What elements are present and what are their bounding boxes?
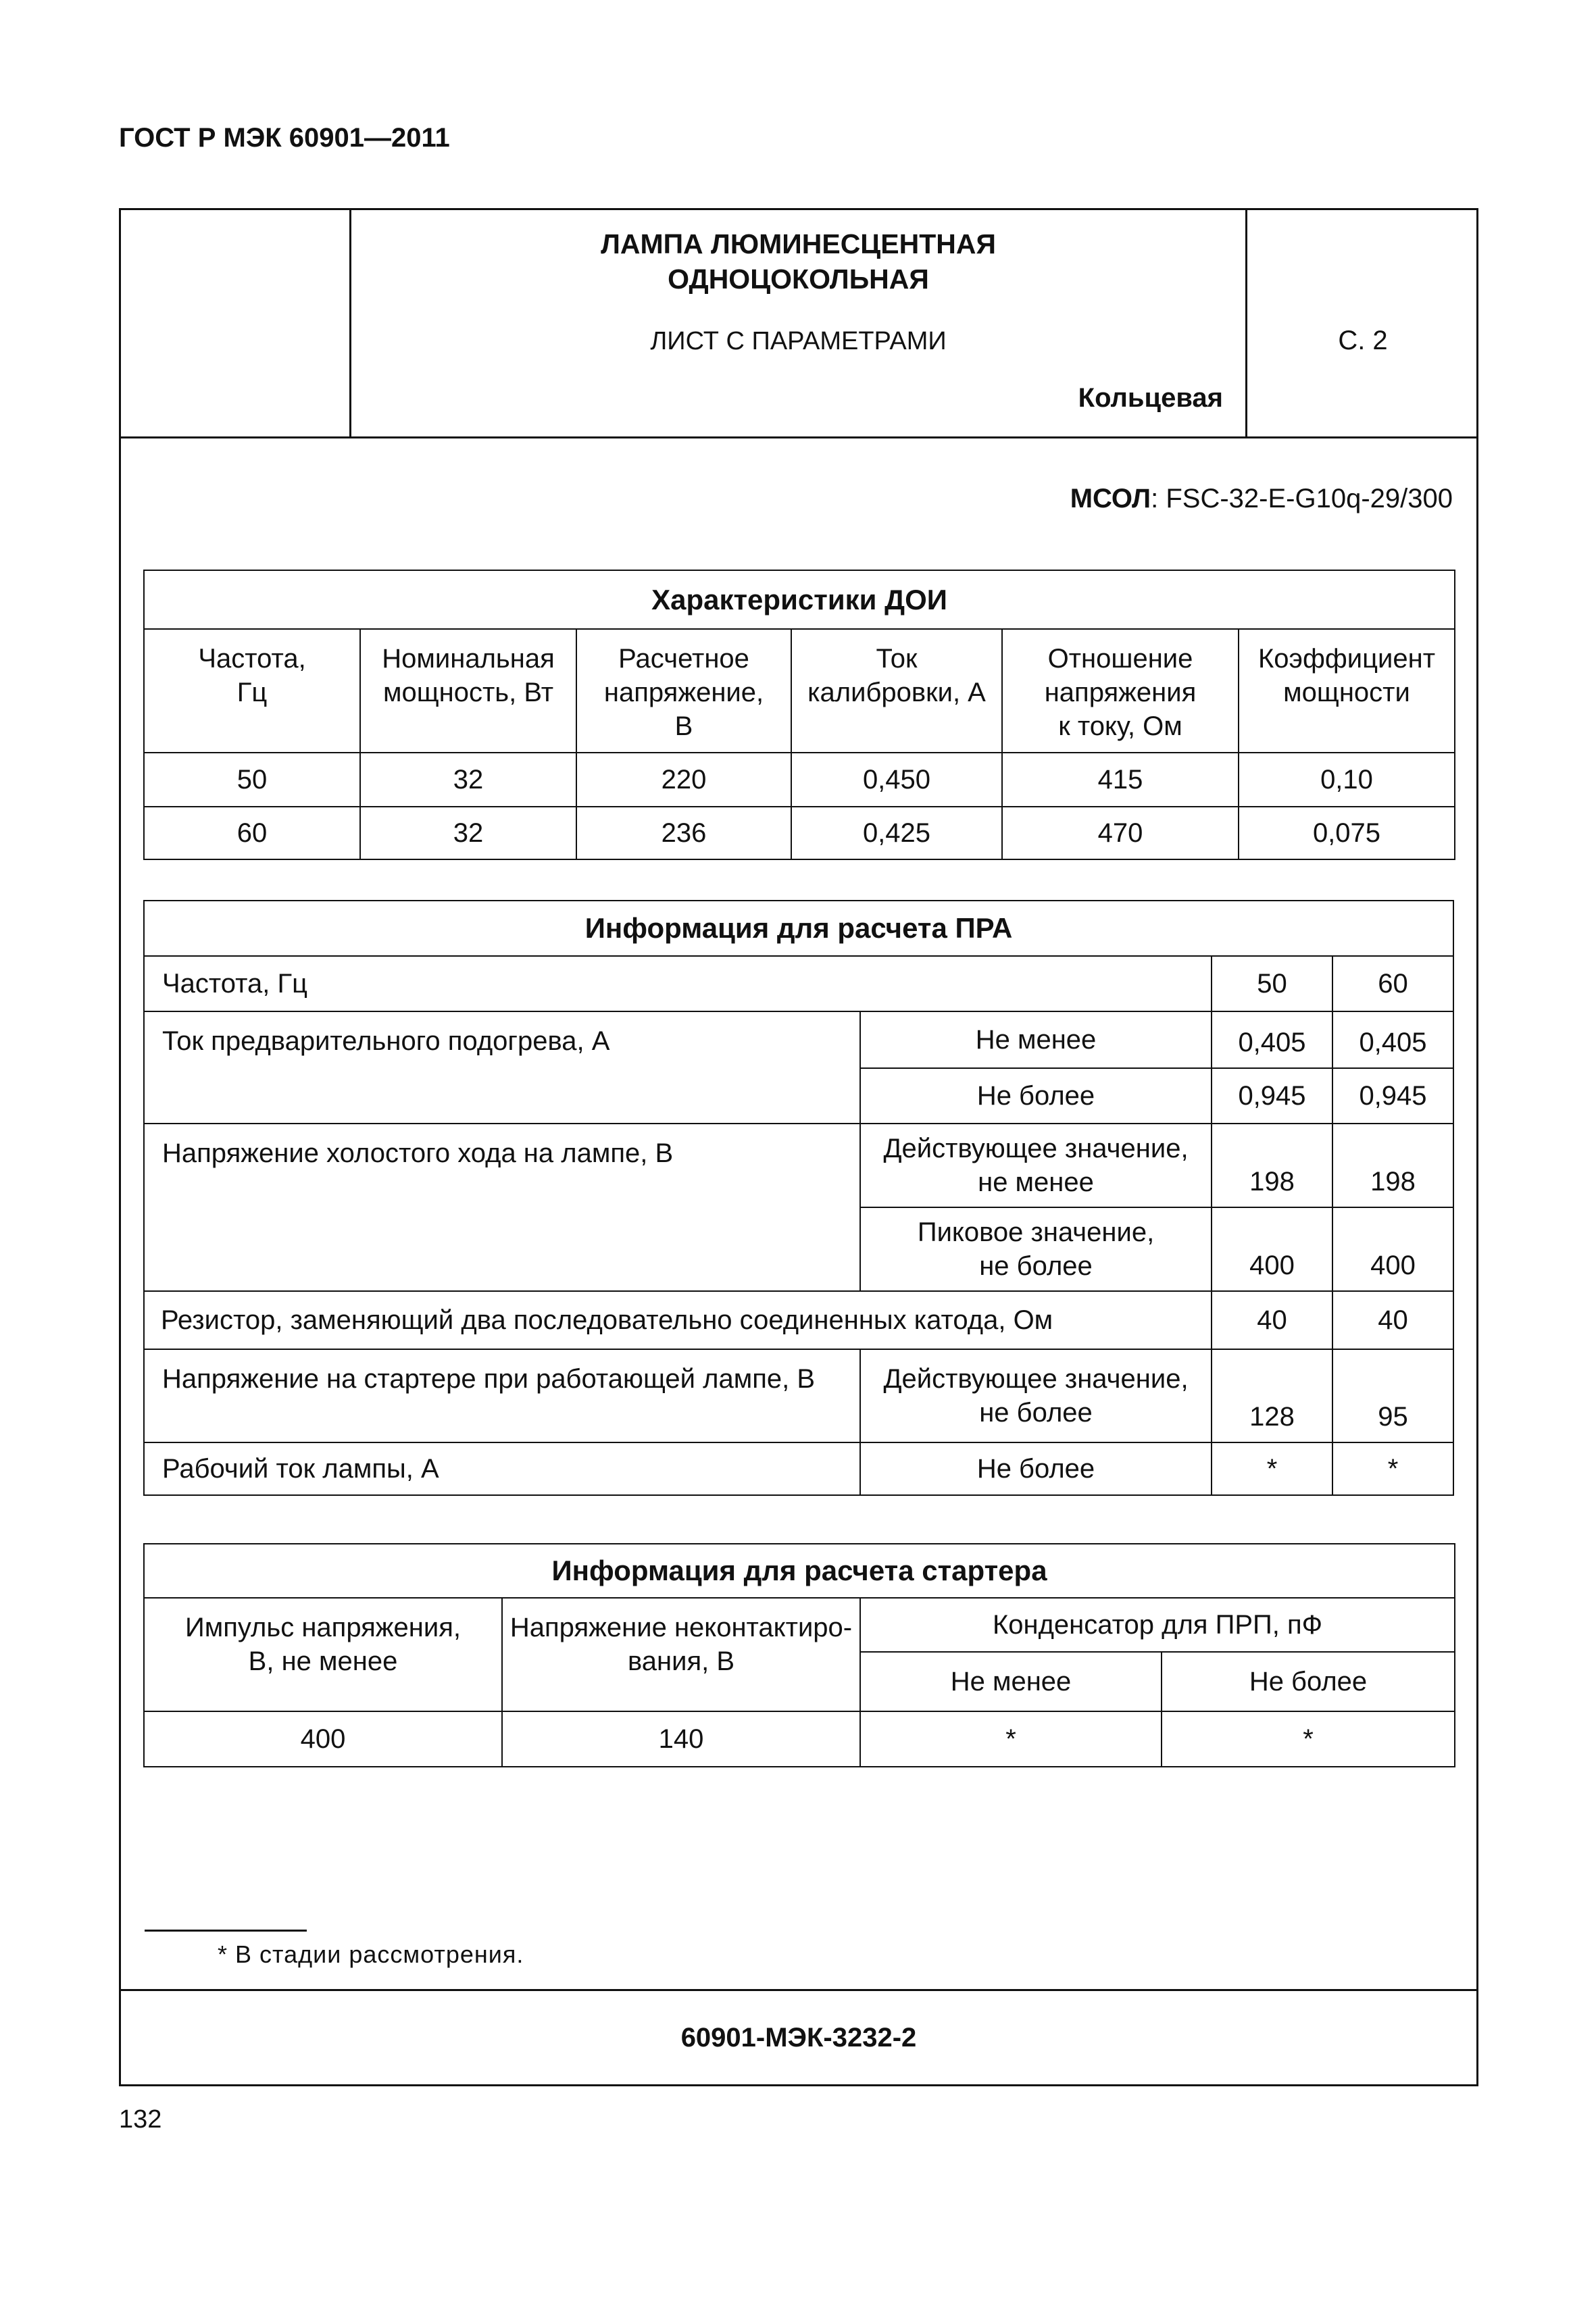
table-row <box>144 753 1455 807</box>
title-block-bottom-line <box>119 436 1478 438</box>
page-indicator: С. 2 <box>1338 326 1388 355</box>
ballast-table-caption: Информация для расчета ПРА <box>144 901 1453 956</box>
open-circuit-rms-label: Действующее значение, не менее <box>860 1124 1212 1207</box>
document-standard-header: ГОСТ Р МЭК 60901—2011 <box>119 123 450 153</box>
doi-header-power-factor: Коэффициент мощности <box>1239 629 1455 753</box>
table-row <box>144 807 1455 859</box>
starter-header-capacitor: Конденсатор для ПРП, пФ <box>860 1598 1455 1652</box>
starter-voltage-label: Напряжение на стартере при работающей лампе, В <box>144 1349 860 1442</box>
frequency-50: 50 <box>1212 956 1332 1011</box>
msol-value: : FSC-32-E-G10q-29/300 <box>1151 484 1453 513</box>
open-circuit-voltage-label: Напряжение холостого хода на лампе, В <box>144 1124 860 1291</box>
table-cell: 32 <box>360 807 576 859</box>
preheat-min-50: 0,405 <box>1212 1011 1332 1068</box>
cathode-resistor-60: 40 <box>1332 1291 1453 1349</box>
footer-top-line <box>119 1989 1478 1991</box>
operating-current-50: * <box>1212 1442 1332 1495</box>
open-circuit-rms-50: 198 <box>1212 1124 1332 1207</box>
lamp-type: Кольцевая <box>1078 383 1223 413</box>
table-cell: 0,075 <box>1239 807 1455 859</box>
preheat-min-60: 0,405 <box>1332 1011 1453 1068</box>
table-cell: * <box>860 1711 1162 1767</box>
operating-current-condition: Не более <box>860 1442 1212 1495</box>
preheat-max-60: 0,945 <box>1332 1068 1453 1124</box>
starter-header-non-contact-voltage: Напряжение неконтактиро- вания, В <box>502 1598 860 1711</box>
table-cell: 50 <box>144 753 360 807</box>
table-cell: 470 <box>1002 807 1239 859</box>
footnote: * В стадии рассмотрения. <box>218 1940 524 1968</box>
capacitor-max-label: Не более <box>1162 1652 1455 1711</box>
open-circuit-peak-label: Пиковое значение, не более <box>860 1207 1212 1291</box>
title-block-divider-right <box>1245 208 1247 438</box>
page-number: 132 <box>119 2105 162 2134</box>
ballast-info-table <box>143 900 1454 1496</box>
table-cell: 400 <box>144 1711 502 1767</box>
msol-label: МСОЛ <box>1070 484 1151 513</box>
capacitor-min-label: Не менее <box>860 1652 1162 1711</box>
doi-header-power: Номинальная мощность, Вт <box>360 629 576 753</box>
doi-header-voltage: Расчетное напряжение, В <box>576 629 791 753</box>
starter-table-caption: Информация для расчета стартера <box>144 1544 1455 1598</box>
cathode-resistor-50: 40 <box>1212 1291 1332 1349</box>
cathode-resistor-label: Резистор, заменяющий два последовательно соединенных катода, Ом <box>144 1291 1212 1349</box>
open-circuit-peak-60: 400 <box>1332 1207 1453 1291</box>
starter-voltage-condition: Действующее значение, не более <box>860 1349 1212 1442</box>
open-circuit-rms-60: 198 <box>1332 1124 1453 1207</box>
table-cell: 32 <box>360 753 576 807</box>
preheat-min-label: Не менее <box>860 1011 1212 1068</box>
table-cell: 220 <box>576 753 791 807</box>
msol-designation <box>1070 484 1453 514</box>
doi-header-calibration-current: Ток калибровки, А <box>791 629 1002 753</box>
preheat-current-label: Ток предварительного подогрева, А <box>144 1011 860 1124</box>
doi-characteristics-table <box>143 570 1455 860</box>
preheat-max-50: 0,945 <box>1212 1068 1332 1124</box>
table-row <box>144 1711 1455 1767</box>
operating-current-label: Рабочий ток лампы, А <box>144 1442 860 1495</box>
sheet-code: 60901-МЭК-3232-2 <box>680 2023 917 2053</box>
starter-info-table <box>143 1543 1455 1767</box>
starter-voltage-50: 128 <box>1212 1349 1332 1442</box>
doi-table-caption: Характеристики ДОИ <box>144 570 1455 629</box>
open-circuit-peak-50: 400 <box>1212 1207 1332 1291</box>
table-cell: 0,450 <box>791 753 1002 807</box>
footnote-separator <box>145 1930 307 1932</box>
frequency-60: 60 <box>1332 956 1453 1011</box>
sheet-subtitle: ЛИСТ С ПАРАМЕТРАМИ <box>650 327 947 355</box>
table-cell: 0,10 <box>1239 753 1455 807</box>
operating-current-60: * <box>1332 1442 1453 1495</box>
lamp-title-line1: ЛАМПА ЛЮМИНЕСЦЕНТНАЯ <box>601 228 996 259</box>
table-cell: 140 <box>502 1711 860 1767</box>
table-cell: 60 <box>144 807 360 859</box>
doi-header-frequency: Частота, Гц <box>144 629 360 753</box>
doi-header-voltage-current-ratio: Отношение напряжения к току, Ом <box>1002 629 1239 753</box>
table-cell: 415 <box>1002 753 1239 807</box>
table-cell: 236 <box>576 807 791 859</box>
table-cell: * <box>1162 1711 1455 1767</box>
preheat-max-label: Не более <box>860 1068 1212 1124</box>
starter-voltage-60: 95 <box>1332 1349 1453 1442</box>
frequency-label: Частота, Гц <box>144 956 1212 1011</box>
lamp-title-line2: ОДНОЦОКОЛЬНАЯ <box>668 263 929 295</box>
starter-header-voltage-pulse: Импульс напряжения, В, не менее <box>144 1598 502 1711</box>
table-cell: 0,425 <box>791 807 1002 859</box>
